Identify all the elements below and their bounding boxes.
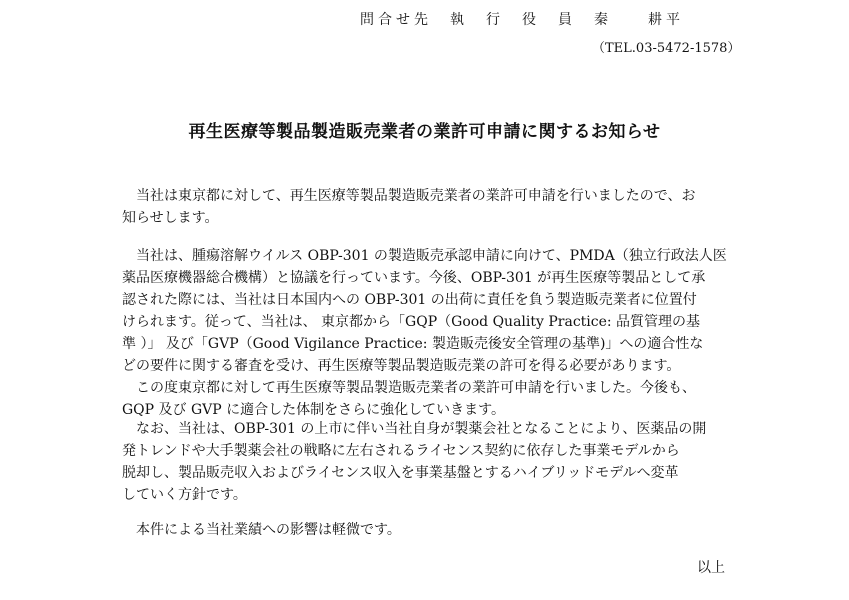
- contact-phone: （TEL.03-5472-1578）: [592, 41, 741, 56]
- paragraph-impact: 本件による当社業績への影響は軽微です。: [122, 522, 401, 538]
- document-title: 再生医療等製品製造販売業者の業許可申請に関するお知らせ: [188, 122, 661, 142]
- paragraph-announcement: 当社は東京都に対して、再生医療等製品製造販売業者の業許可申請を行いましたので、お 知らせします。: [122, 188, 696, 226]
- closing-mark: 以上: [697, 560, 725, 576]
- contact-person: 問合せ先 執 行 役 員 秦 耕平: [360, 12, 684, 28]
- paragraph-background: 当社は、腫瘍溶解ウイルス OBP-301 の製造販売承認申請に向けて、PMDA（独立行政法人医 薬品医療機器総合機構）と協議を行っています。今後、OBP-301 が再生医療等製品として承 認された際には、当社は日本国内への OBP-301 の出荷に責任を負う製造販売業者に位置付 けられます。従って、当社は、 東京都から「GQP（Good Quality Practice: 品質管理の基 準 ）」 及び「GVP（Good Vigilance Practice: 製造販売後安全管理の基準)」への適合性な どの要件に関する審査を受け、再生医療等製品製造販売業の許可を得る必要があります。 この度東京都に対して再生医療等製品製造販売業者の業許可申請を行いました。今後も、 GQP 及び GVP に適合した体制をさらに強化していきます。: [122, 248, 727, 418]
- paragraph-strategy: なお、当社は、OBP-301 の上市に伴い当社自身が製薬会社となることにより、医薬品の開 発トレンドや大手製薬会社の戦略に左右されるライセンス契約に依存した事業モデルから 脱却し、製品販売収入およびライセンス収入を事業基盤とするハイブリッドモデルへ変革 していく方針です。: [122, 421, 707, 503]
